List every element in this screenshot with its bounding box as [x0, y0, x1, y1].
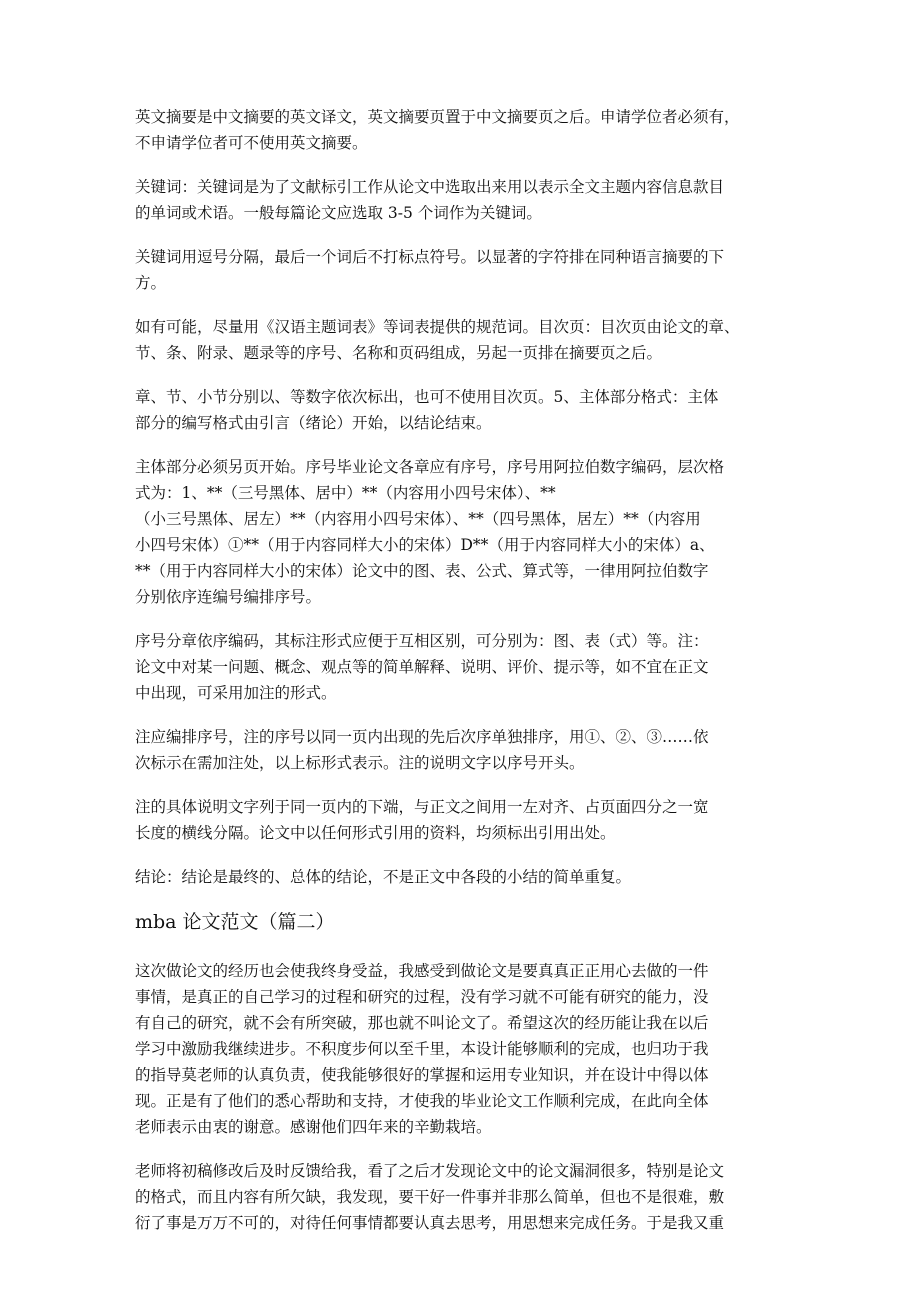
paragraph-line: 这次做论文的经历也会使我终身受益，我感受到做论文是要真真正正用心去做的一件 — [135, 962, 709, 980]
paragraph-line: 论文中对某一问题、概念、观点等的简单解释、说明、评价、提示等，如不宜在正文 — [135, 658, 709, 676]
paragraph-line: 英文摘要是中文摘要的英文译文，英文摘要页置于中文摘要页之后。申请学位者必须有， — [135, 108, 740, 126]
paragraph-line: 衍了事是万万不可的，对待任何事情都要认真去思考，用思想来完成任务。于是我又重 — [135, 1214, 725, 1232]
paragraph — [135, 724, 785, 776]
paragraph-line: 次标示在需加注处，以上标形式表示。注的说明文字以序号开头。 — [135, 754, 585, 772]
paragraph-line: 方。 — [135, 274, 167, 292]
paragraph-line: 如有可能，尽量用《汉语主题词表》等词表提供的规范词。目次页：目次页由论文的章、 — [135, 318, 740, 336]
paragraph — [135, 454, 785, 610]
paragraph-line: 注的具体说明文字列于同一页内的下端，与正文之间用一左对齐、占页面四分之一宽 — [135, 798, 709, 816]
paragraph-line: 事情，是真正的自己学习的过程和研究的过程，没有学习就不可能有研究的能力，没 — [135, 988, 709, 1006]
paragraph-line: 中出现，可采用加注的形式。 — [135, 684, 337, 702]
section-heading: mba 论文范文（篇二） — [135, 911, 335, 933]
paragraph — [135, 244, 785, 296]
paragraph-line: （小三号黑体、居左）**（内容用小四号宋体）、**（四号黑体，居左）**（内容用 — [135, 510, 701, 528]
paragraph-line: 注应编排序号，注的序号以同一页内出现的先后次序单独排序，用①、②、③……依 — [135, 728, 709, 746]
paragraph — [135, 794, 785, 846]
paragraph-line: 的单词或术语。一般每篇论文应选取 3-5 个词作为关键词。 — [135, 204, 542, 222]
paragraph — [135, 628, 785, 706]
paragraph-line: 不申请学位者可不使用英文摘要。 — [135, 134, 368, 152]
paragraph-line: 小四号宋体）①**（用于内容同样大小的宋体）D**（用于内容同样大小的宋体）a、 — [135, 536, 715, 554]
paragraph-line: 有自己的研究，就不会有所突破，那也就不叫论文了。希望这次的经历能让我在以后 — [135, 1014, 709, 1032]
document-page — [135, 104, 785, 1254]
paragraph-line: 长度的横线分隔。论文中以任何形式引用的资料，均须标出引用出处。 — [135, 824, 616, 842]
paragraph — [135, 958, 785, 1140]
paragraph — [135, 864, 785, 890]
paragraph — [135, 384, 785, 436]
paragraph — [135, 174, 785, 226]
paragraph-line: 关键词：关键词是为了文献标引工作从论文中选取出来用以表示全文主题内容信息款目 — [135, 178, 725, 196]
paragraph-line: 关键词用逗号分隔，最后一个词后不打标点符号。以显著的字符排在同种语言摘要的下 — [135, 248, 725, 266]
paragraph-line: 老师表示由衷的谢意。感谢他们四年来的辛勤栽培。 — [135, 1118, 492, 1136]
paragraph-line: 的指导莫老师的认真负责，使我能够很好的掌握和运用专业知识，并在设计中得以体 — [135, 1066, 709, 1084]
paragraph-line: 部分的编写格式由引言（绪论）开始，以结论结束。 — [135, 414, 492, 432]
paragraph-line: 结论：结论是最终的、总体的结论，不是正文中各段的小结的简单重复。 — [135, 868, 632, 886]
paragraph-line: 分别依序连编号编排序号。 — [135, 588, 322, 606]
paragraph-line: 老师将初稿修改后及时反馈给我，看了之后才发现论文中的论文漏洞很多，特别是论文 — [135, 1162, 725, 1180]
paragraph-line: 式为：1、**（三号黑体、居中）**（内容用小四号宋体）、** — [135, 484, 556, 502]
paragraph-line: 的格式，而且内容有所欠缺，我发现，要干好一件事并非那么简单，但也不是很难，敷 — [135, 1188, 725, 1206]
paragraph — [135, 1158, 785, 1236]
paragraph-line: 学习中激励我继续进步。不积度步何以至千里，本设计能够顺利的完成，也归功于我 — [135, 1040, 709, 1058]
paragraph-line: 主体部分必须另页开始。序号毕业论文各章应有序号，序号用阿拉伯数字编码，层次格 — [135, 458, 725, 476]
paragraph-line: **（用于内容同样大小的宋体）论文中的图、表、公式、算式等，一律用阿拉伯数字 — [135, 562, 709, 580]
paragraph-line: 序号分章依序编码，其标注形式应便于互相区别，可分别为：图、表（式）等。注： — [135, 632, 709, 650]
paragraph-line: 节、条、附录、题录等的序号、名称和页码组成，另起一页排在摘要页之后。 — [135, 344, 663, 362]
paragraph-line: 章、节、小节分别以、等数字依次标出，也可不使用目次页。5、主体部分格式：主体 — [135, 388, 719, 406]
paragraph-line: 现。正是有了他们的悉心帮助和支持，才使我的毕业论文工作顺利完成，在此向全体 — [135, 1092, 709, 1110]
paragraph — [135, 104, 785, 156]
paragraph — [135, 314, 785, 366]
